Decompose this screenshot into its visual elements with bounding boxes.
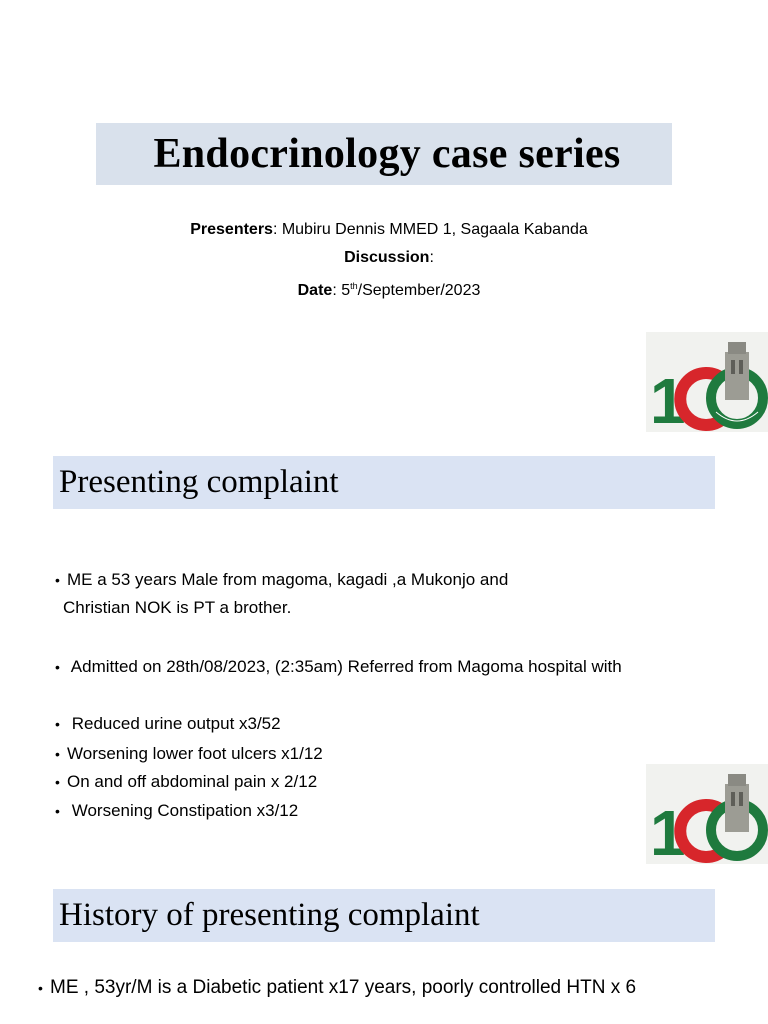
date-label: Date (297, 282, 333, 299)
centenary-logo (646, 332, 768, 432)
bullet-symbol: • (55, 659, 60, 675)
centenary-logo-graphic (646, 764, 768, 864)
list-item (55, 710, 281, 738)
section-heading-presenting-complaint: Presenting complaint (59, 464, 339, 500)
section-heading-banner (53, 456, 715, 509)
discussion-label: Discussion (344, 249, 430, 266)
presenters-value: : Mubiru Dennis MMED 1, Sagaala Kabanda (272, 221, 588, 238)
bullet-symbol: • (55, 572, 60, 588)
presenters-line (0, 220, 768, 240)
logo-tower-icon (725, 784, 749, 832)
list-item (55, 797, 298, 825)
bullet-symbol: • (55, 803, 60, 819)
list-item (55, 566, 508, 594)
date-line (0, 276, 768, 301)
list-item-text: Christian NOK is PT a brother. (63, 598, 292, 617)
bullet-symbol: • (55, 774, 60, 790)
list-item-text: Worsening lower foot ulcers x1/12 (67, 744, 323, 763)
list-item-text: ME a 53 years Male from magoma, kagadi ,a Mukonjo and (67, 570, 509, 589)
section-heading-banner (53, 889, 715, 942)
list-item (55, 740, 323, 768)
date-value-post: /September/2023 (357, 282, 481, 299)
section-heading-history: History of presenting complaint (59, 897, 480, 933)
list-item (38, 974, 636, 1002)
list-item-text: Reduced urine output x3/52 (67, 714, 281, 733)
bullet-symbol: • (55, 716, 60, 732)
list-item-text: On and off abdominal pain x 2/12 (67, 772, 318, 791)
presenters-label: Presenters (190, 221, 273, 238)
centenary-logo (646, 764, 768, 864)
discussion-line (0, 248, 768, 268)
logo-digit-one: 1 (650, 365, 686, 432)
discussion-value: : (429, 249, 434, 266)
slide-title-banner (96, 123, 672, 185)
list-item (55, 768, 317, 796)
date-value-pre: : 5 (332, 282, 351, 299)
list-item-text: ME , 53yr/M is a Diabetic patient x17 years, poorly controlled HTN x 6 (50, 977, 637, 998)
list-item-continuation (63, 594, 291, 622)
bullet-symbol: • (55, 746, 60, 762)
logo-digit-one: 1 (650, 797, 686, 864)
list-item-text: Admitted on 28th/08/2023, (2:35am) Referred from Magoma hospital with (67, 657, 622, 676)
centenary-logo-graphic (646, 332, 768, 432)
logo-tower-icon (725, 352, 749, 400)
date-value-sup: th (350, 281, 358, 291)
bullet-symbol: • (38, 980, 43, 996)
list-item (55, 653, 622, 681)
list-item-text: Worsening Constipation x3/12 (67, 801, 299, 820)
slide-title: Endocrinology case series (153, 131, 621, 177)
